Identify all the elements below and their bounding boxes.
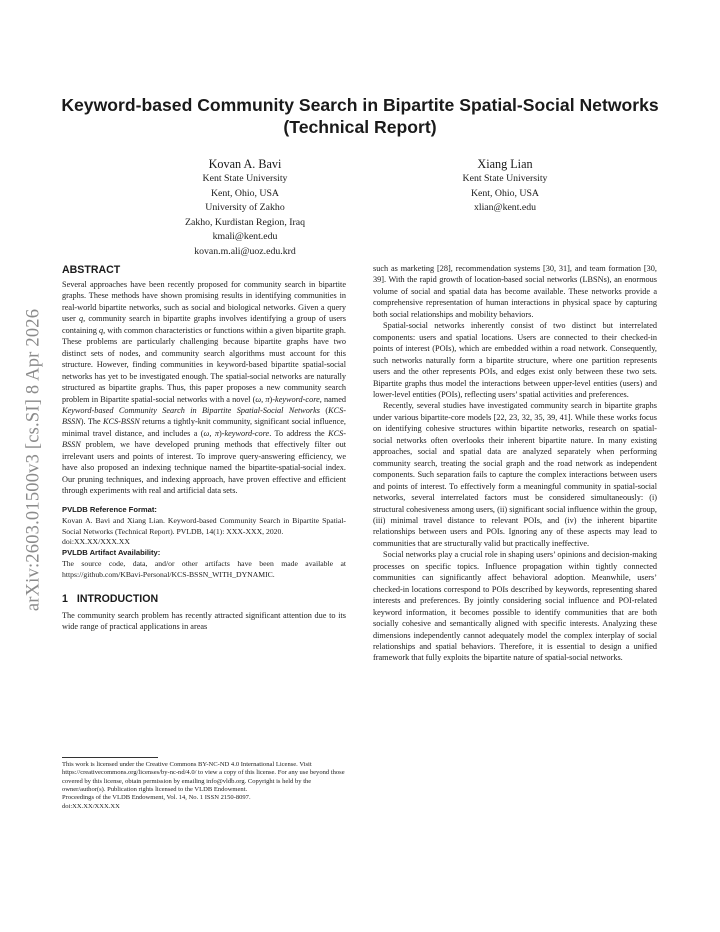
introduction-heading <box>62 592 346 606</box>
pvldb-format-heading: PVLDB Reference Format: <box>62 504 157 514</box>
author-block-1 <box>140 156 350 259</box>
author-affiliation-line: Zakho, Kurdistan Region, Iraq <box>185 216 305 228</box>
footnote-divider <box>62 757 158 758</box>
introduction-paragraph: Social networks play a crucial role in shaping users’ opinions and decision-making processes on specific topics. Influence propagation within tightly connected communities can significantly affect behavioral adoption. Meanwhile, users’ checked-in locations correspond to POIs described by keywords, representing shared interests and preferences. By jointly considering social influence and POI-related keyword information, it becomes possible to identify communities that are both socially cohesive and semantically aligned with specific interests. Analyzing these dimensions independently cannot adequately model the complex interplay of social relationships and spatial behaviors. Therefore, it is essential to design a unified framework that fully exploits the bipartite nature of spatial-social networks. <box>373 550 657 663</box>
introduction-paragraph: such as marketing [28], recommendation systems [30, 31], and team formation [30, 39]. With the rapid growth of location-based social networks (LBSNs), an enormous volume of social and spatial data has become available. These networks provide a comprehensive representation of human interactions in physical space by capturing both social relationships and mobility behaviors. <box>373 264 657 319</box>
author-email: xlian@kent.edu <box>473 202 537 213</box>
pvldb-format-citation: Kovan A. Bavi and Xiang Lian. Keyword-based Community Search in Bipartite Spatial-Social Networks (Technical Report). PVLDB, 14(1): XXX-XXX, 2020. <box>62 516 346 536</box>
author-affiliation-line: Kent State University <box>202 173 288 184</box>
author-affiliation-line: Kent, Ohio, USA <box>470 187 540 199</box>
footnote <box>62 761 346 811</box>
footnote-doi: doi:XX.XX/XXX.XX <box>62 802 120 810</box>
pvldb-artifact-text: The source code, data, and/or other artifacts have been made available at https://github.com/KBavi-Personal/KCS-BSSN_WITH_DYNAMIC. <box>62 559 346 579</box>
paper-title: Keyword-based Community Search in Bipartite Spatial-Social Networks (Technical Report) <box>61 95 659 137</box>
abstract-heading: ABSTRACT <box>62 264 121 276</box>
footnote-license: This work is licensed under the Creative Commons BY-NC-ND 4.0 International License. Visit https://creativecommons.org/licenses/by-nc-nd/4.0/ to view a copy of this license. For any use beyond those covered by this license, obtain permission by emailing info@vldb.org. Copyright is held by the owner/author(s). Publication rights licensed to the VLDB Endowment. <box>62 761 345 794</box>
arxiv-identifier-stamp <box>14 265 54 655</box>
right-column <box>373 263 657 664</box>
arxiv-stamp-text: arXiv:2603.01500v3 [cs.SI] 8 Apr 2026 <box>23 308 44 612</box>
author-affiliation-line: Kent, Ohio, USA <box>210 187 280 199</box>
pvldb-artifact-heading: PVLDB Artifact Availability: <box>62 547 161 557</box>
section-title: INTRODUCTION <box>76 592 159 605</box>
author-email: kmali@kent.edu <box>212 231 278 242</box>
introduction-paragraph: The community search problem has recently attracted significant attention due to its wide range of practical applications in areas <box>62 610 346 632</box>
left-column <box>62 263 346 632</box>
abstract-body: Several approaches have been recently proposed for community search in bipartite graphs. These methods have shown promising results in identifying communities in real-world bipartite networks, such as social and biological networks. Given a query user q, community search in bipartite graphs involves identifying a group of users containing q, with common characteristics or functions within a given bipartite graph. These problems are particularly challenging because bipartite graphs have two distinct sets of nodes, and community search algorithms must account for this structure. However, finding communities in keyword-based bipartite spatial-social networks has yet to be investigated enough. The spatial-social networks are naturally structured as bipartite graphs. Thus, this paper proposes a new community search problem in Bipartite spatial-social networks with a novel (ω, π)-keyword-core, named Keyword-based Community Search in Bipartite Spatial-Social Networks (KCS-BSSN). The KCS-BSSN returns a tightly-knit community, significant social influence, minimal travel distance, and includes a (ω, π)-keyword-core. To address the KCS-BSSN problem, we have developed pruning methods that effectively filter out irrelevant users and points of interest. To improve query-answering efficiency, we have also proposed an indexing technique named the bipartite-spatial-social index. Our pruning techniques, and indexing approach, have proven effective and efficient through experiments with real and artificial data sets. <box>62 280 347 496</box>
author-affiliation-line: Kent State University <box>462 173 548 184</box>
author-block-2 <box>400 156 610 216</box>
introduction-paragraph: Spatial-social networks inherently consist of two distinct but interrelated components: users and spatial locations. Users are connected to their checked-in points of interest (POIs), which are embedded within a road network. Consequently, such networks naturally form a bipartite structure, where one partition represents users and the other represents POIs, and edges exist only between these two sets. Bipartite graphs thus model the interactions between upper-level entities (users) and lower-level entities (POIs), reflecting users’ spatial activities and preferences. <box>373 321 657 399</box>
introduction-paragraph: Recently, several studies have investigated community search in bipartite graphs under various bipartite-core models [22, 23, 32, 35, 39, 41]. While these works focus on identifying cohesive structures within bipartite networks, research on spatial-social networks often overlooks their inherent bipartite nature. In many existing approaches, social and spatial data are analyzed separately when performing community search, treating the social graph and the road network as independent components. Such separation fails to capture the complex interactions between users and points of interest. To effectively form a meaningful community in spatial-social networks, several interrelated factors must be considered simultaneously: (i) structural cohesiveness among users, (ii) significant social influence within the group, (iii) minimal travel distance to relevant POIs, and (iv) the inherent bipartite relationships between users and POIs. Ignoring any of these aspects may lead to communities that are structurally valid but practically ineffective. <box>373 401 657 548</box>
section-number: 1 <box>62 592 68 605</box>
author-email: kovan.m.ali@uoz.edu.krd <box>194 245 296 257</box>
author-name: Xiang Lian <box>477 157 533 171</box>
footnote-proceedings: Proceedings of the VLDB Endowment, Vol. 14, No. 1 ISSN 2150-8097. <box>62 794 251 802</box>
pvldb-format-doi: doi:XX.XX/XXX.XX <box>62 537 130 547</box>
author-name: Kovan A. Bavi <box>208 157 282 171</box>
author-affiliation-line: University of Zakho <box>205 202 285 213</box>
